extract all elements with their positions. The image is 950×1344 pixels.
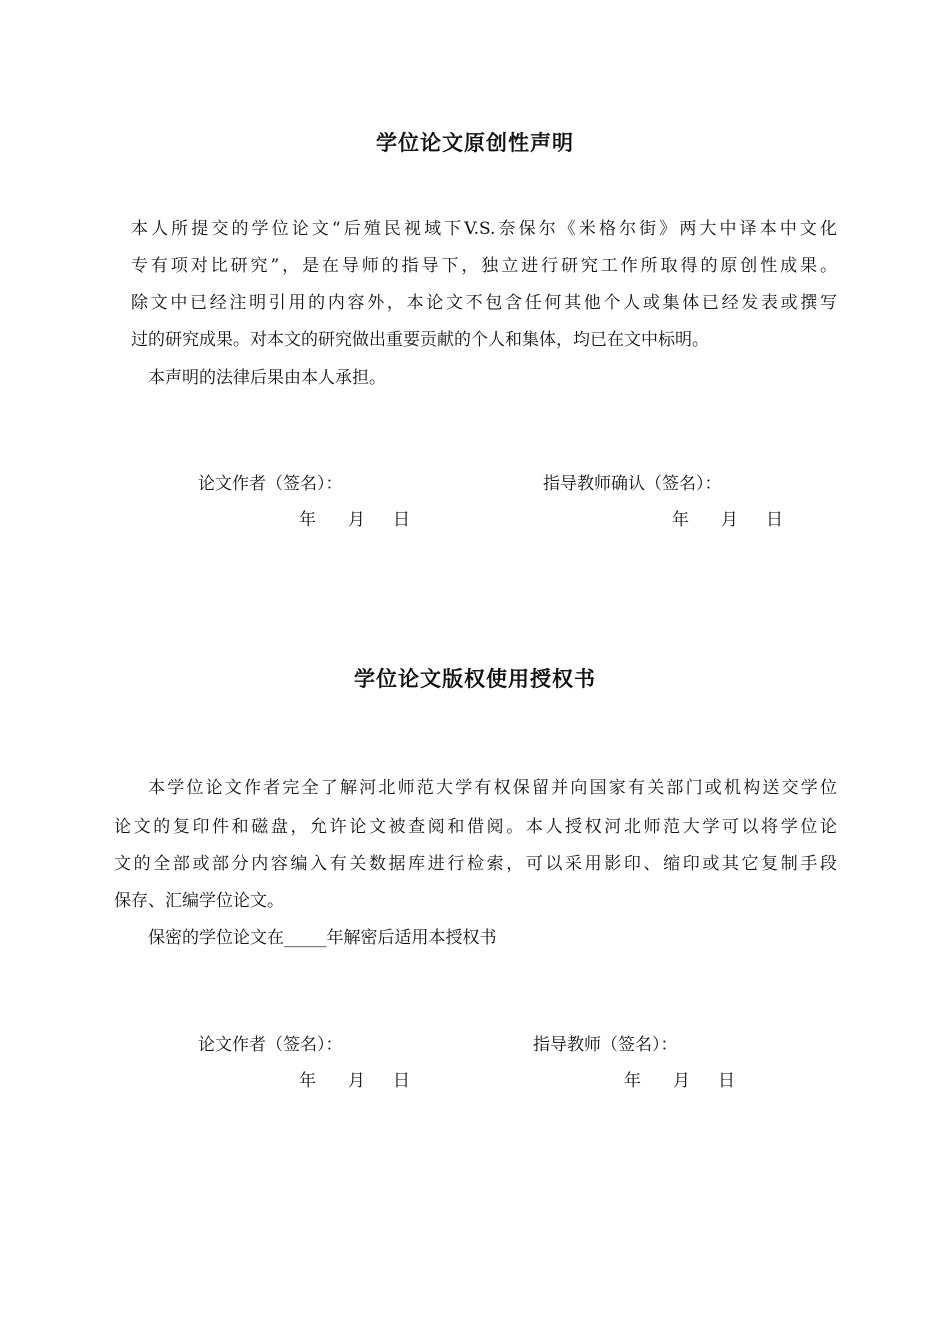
- date-year: 年: [672, 510, 689, 530]
- date-month: 月: [348, 510, 365, 530]
- date-day: 日: [766, 510, 783, 530]
- date-day: 日: [393, 510, 410, 530]
- authorization-line-1: 本学位论文作者完全了解河北师范大学有权保留并向国家有关部门或机构送交学位: [148, 778, 837, 798]
- declaration-advisor-signature-label: 指导教师确认（签名）：: [543, 474, 722, 494]
- authorization-advisor-date: [624, 1071, 735, 1091]
- date-day: 日: [393, 1071, 410, 1091]
- declaration-line-1: 本人所提交的学位论文“后殖民视域下V.S.奈保尔《米格尔街》两大中译本中文化: [131, 219, 837, 239]
- declaration-line-4: 过的研究成果。对本文的研究做出重要贡献的个人和集体，均已在文中标明。: [131, 330, 709, 350]
- authorization-line-2: 论文的复印件和磁盘，允许论文被查阅和借阅。本人授权河北师范大学可以将学位论: [114, 817, 837, 837]
- date-month: 月: [721, 510, 738, 530]
- declaration-advisor-date: [672, 510, 783, 530]
- declaration-line-3: 除文中已经注明引用的内容外，本论文不包含任何其他个人或集体已经发表或撰写: [131, 293, 837, 313]
- declaration-responsibility: 本声明的法律后果由本人承担。: [148, 368, 386, 388]
- date-day: 日: [718, 1071, 735, 1091]
- date-year: 年: [624, 1071, 641, 1091]
- date-year: 年: [299, 510, 316, 530]
- authorization-advisor-signature-label: 指导教师（签名）：: [533, 1035, 678, 1055]
- authorization-confidential: 保密的学位论文在_____年解密后适用本授权书: [148, 928, 497, 948]
- declaration-author-date: [299, 510, 410, 530]
- authorization-author-signature-label: 论文作者（签名）：: [198, 1035, 343, 1055]
- authorization-title: 学位论文版权使用授权书: [354, 667, 596, 691]
- declaration-line-2: 专有项对比研究”，是在导师的指导下，独立进行研究工作所取得的原创性成果。: [131, 256, 837, 276]
- authorization-author-date: [299, 1071, 410, 1091]
- date-month: 月: [348, 1071, 365, 1091]
- declaration-title: 学位论文原创性声明: [376, 131, 574, 155]
- authorization-line-3: 文的全部或部分内容编入有关数据库进行检索，可以采用影印、缩印或其它复制手段: [114, 854, 837, 874]
- date-year: 年: [299, 1071, 316, 1091]
- authorization-line-4: 保存、汇编学位论文。: [114, 891, 284, 911]
- declaration-author-signature-label: 论文作者（签名）：: [198, 474, 343, 494]
- date-month: 月: [673, 1071, 690, 1091]
